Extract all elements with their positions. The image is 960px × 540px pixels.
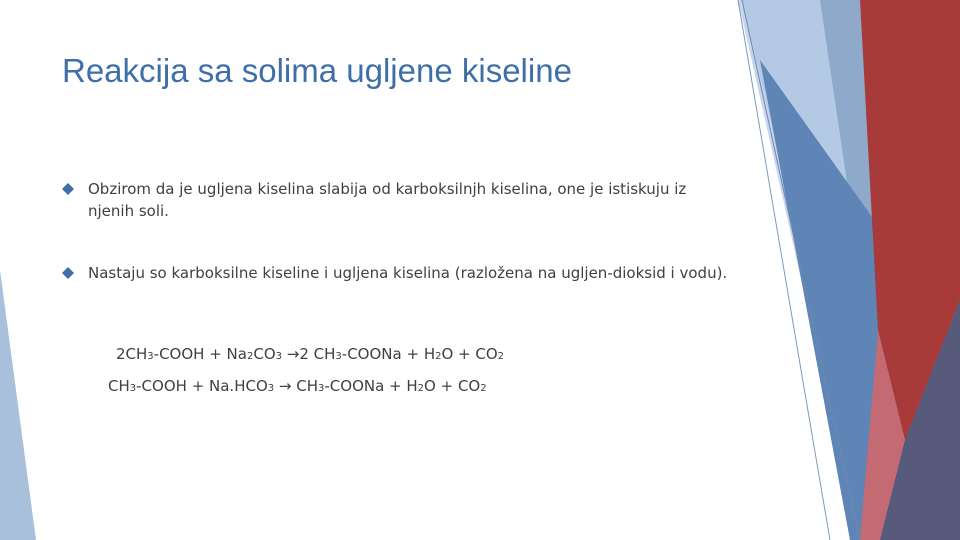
eq1-part: 2 CH [299, 345, 336, 363]
eq2-part: O + CO [424, 377, 481, 395]
eq1-part: -COOH + Na [153, 345, 247, 363]
eq2-part: CH [108, 377, 130, 395]
left-accent-shape [0, 270, 36, 540]
slide-title: Reakcija sa solima ugljene kiseline [62, 52, 572, 89]
bullet-text-1: Obzirom da je ugljena kiselina slabija od karboksilnjh kiselina, one je istiskuju iz njenih soli. [88, 180, 687, 220]
diamond-icon [62, 183, 74, 195]
eq2-arrow: → CH [274, 377, 318, 395]
bullet-text-2: Nastaju so karboksilne kiseline i ugljena kiselina (razložena na ugljen-dioksid i vodu). [88, 264, 728, 282]
diamond-icon [62, 267, 74, 279]
eq2-part: -COONa + H [324, 377, 418, 395]
eq2-sub: 2 [417, 383, 425, 394]
eq1-arrow: → [282, 345, 300, 363]
eq2-sub: 3 [318, 383, 325, 394]
eq1-part: -COONa + H [341, 345, 436, 363]
eq2-sub: 3 [129, 383, 137, 394]
eq2-part: -COOH + Na.HCO [136, 377, 268, 395]
eq2-sub: 2 [480, 383, 487, 394]
eq1-part: O + CO [441, 345, 498, 363]
eq1-sub: 3 [275, 351, 282, 362]
eq2-sub: 3 [267, 383, 275, 394]
eq1-sub: 2 [497, 351, 505, 362]
eq1-sub: 2 [246, 351, 254, 362]
equation-1 [116, 345, 504, 363]
eq1-part: 2CH [116, 345, 148, 363]
bullet-item-2 [62, 262, 732, 284]
eq1-sub: 3 [147, 351, 154, 362]
eq1-sub: 2 [435, 351, 442, 362]
eq1-sub: 3 [335, 351, 342, 362]
equation-2 [108, 377, 487, 395]
eq1-part: CO [253, 345, 276, 363]
bullet-item-1 [62, 178, 732, 222]
